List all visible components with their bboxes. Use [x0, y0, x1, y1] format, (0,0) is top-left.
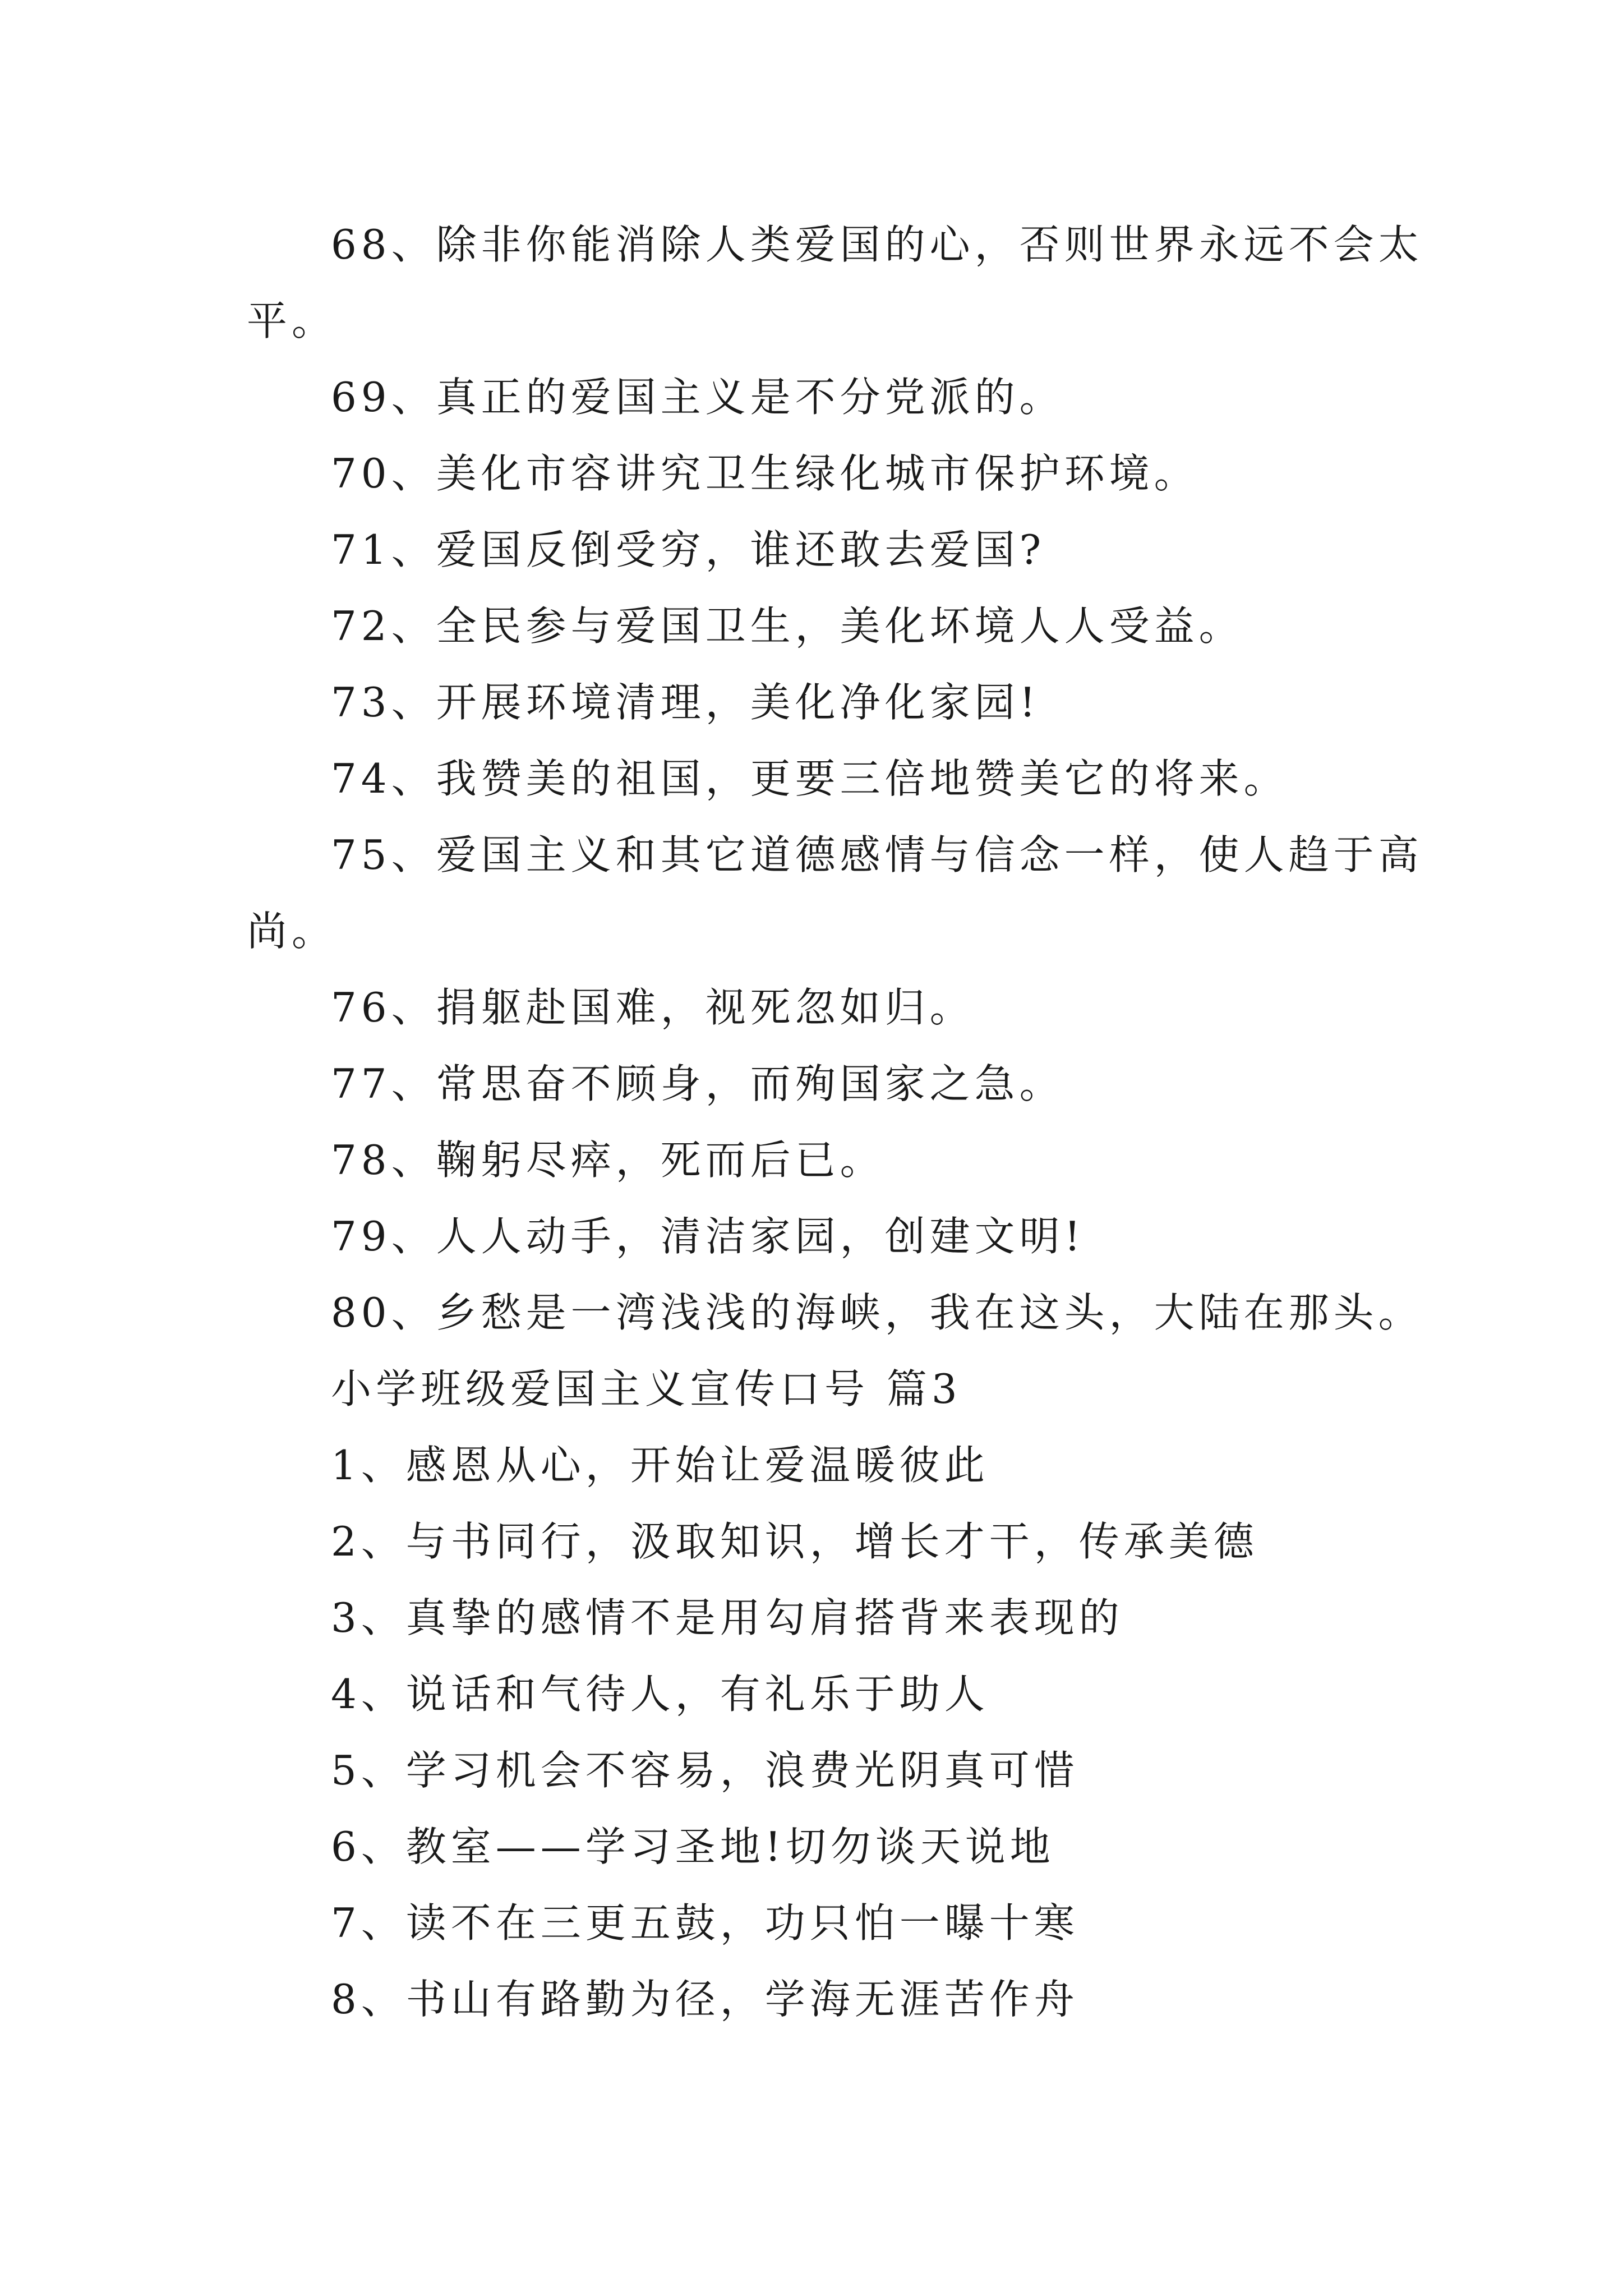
text-line: 71、爱国反倒受穷，谁还敢去爱国?	[331, 526, 1046, 573]
text-line: 5、学习机会不容易，浪费光阴真可惜	[331, 1747, 1079, 1794]
text-line: 74、我赞美的祖国，更要三倍地赞美它的将来。	[331, 755, 1289, 802]
document-body	[247, 206, 1423, 2037]
text-line: 76、捐躯赴国难，视死忽如归。	[331, 984, 975, 1031]
text-line: 平。	[247, 297, 337, 344]
text-line: 70、美化市容讲究卫生绿化城市保护环境。	[331, 450, 1199, 497]
text-line: 80、乡愁是一湾浅浅的海峡，我在这头，大陆在那头。	[331, 1289, 1423, 1336]
text-line: 78、鞠躬尽瘁，死而后已。	[331, 1137, 885, 1184]
text-line: 7、读不在三更五鼓，功只怕一曝十寒	[331, 1899, 1079, 1947]
text-line: 1、感恩从心，开始让爱温暖彼此	[331, 1442, 989, 1489]
text-line: 8、书山有路勤为径，学海无涯苦作舟	[331, 1976, 1079, 2023]
text-line: 3、真挚的感情不是用勾肩搭背来表现的	[331, 1594, 1124, 1641]
text-line: 77、常思奋不顾身，而殉国家之急。	[331, 1060, 1064, 1107]
text-line: 75、爱国主义和其它道德感情与信念一样，使人趋于高	[331, 831, 1423, 878]
text-line: 72、全民参与爱国卫生，美化坏境人人受益。	[331, 602, 1244, 650]
text-line: 尚。	[247, 908, 337, 955]
text-line: 2、与书同行，汲取知识，增长才干，传承美德	[331, 1518, 1258, 1565]
text-line: 79、人人动手，清洁家园，创建文明!	[331, 1213, 1085, 1260]
section-heading: 小学班级爱国主义宣传口号 篇3	[331, 1365, 962, 1412]
text-line: 69、真正的爱国主义是不分党派的。	[331, 374, 1064, 421]
text-line: 4、说话和气待人，有礼乐于助人	[331, 1671, 989, 1718]
text-line: 68、除非你能消除人类爱国的心，否则世界永远不会太	[331, 221, 1423, 268]
text-line: 6、教室——学习圣地!切勿谈天说地	[331, 1823, 1055, 1870]
text-line: 73、开展环境清理，美化净化家园!	[331, 679, 1040, 726]
